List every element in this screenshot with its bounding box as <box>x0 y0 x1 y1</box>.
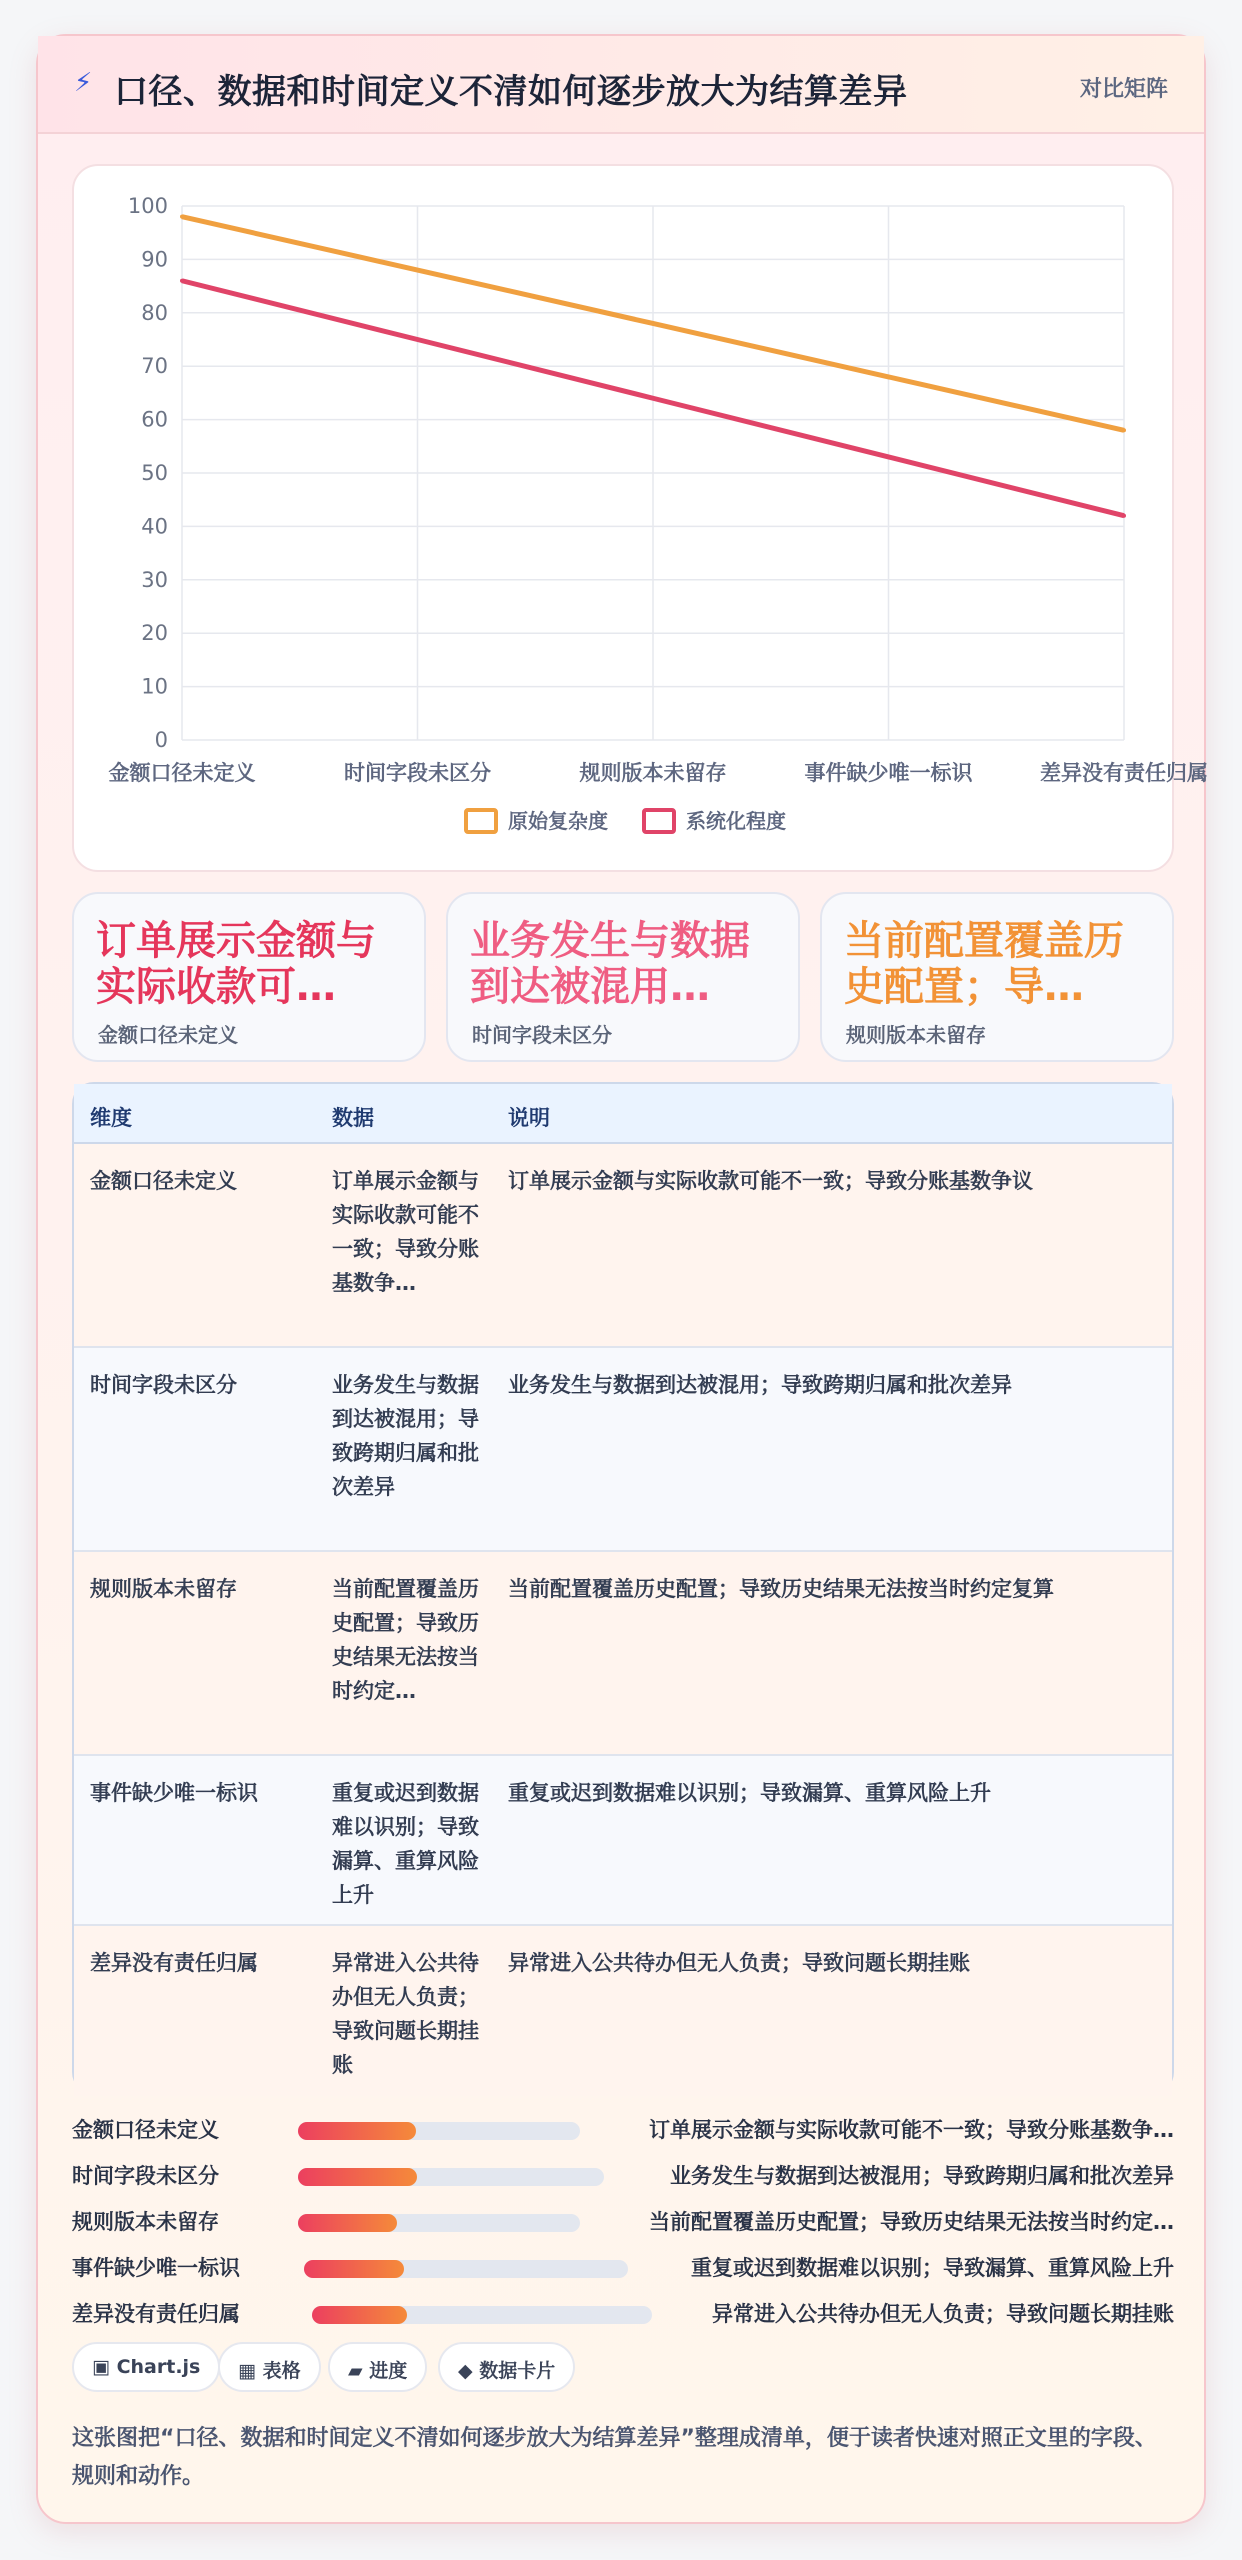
table-row <box>74 1144 1172 1348</box>
table-row <box>74 1926 1172 2096</box>
cell-dimension: 事件缺少唯一标识 <box>90 1781 258 1805</box>
progress-text: 订单展示金额与实际收款可能不一致；导致分账基数争… <box>649 2118 1174 2142</box>
chip-progress[interactable] <box>328 2342 427 2392</box>
data-table <box>72 1082 1174 2094</box>
progress-text: 重复或迟到数据难以识别；导致漏算、重算风险上升 <box>691 2256 1174 2280</box>
data-point <box>416 338 420 342</box>
cell-data: 异常进入公共待办但无人负责；导致问题长期挂账 <box>332 1951 479 2077</box>
cell-description: 异常进入公共待办但无人负责；导致问题长期挂账 <box>508 1951 970 1975</box>
progress-fill <box>298 2168 417 2186</box>
chip-label: 数据卡片 <box>479 2360 556 2382</box>
progress-fill <box>304 2260 404 2278</box>
x-tick-label: 差异没有责任归属 <box>1040 761 1208 785</box>
column-header-description: 说明 <box>508 1106 550 1130</box>
chip-label: 进度 <box>369 2360 408 2382</box>
progress-label: 差异没有责任归属 <box>72 2302 240 2326</box>
diamond-icon: ◆ <box>458 2360 480 2382</box>
data-point <box>651 321 655 325</box>
cell-description: 业务发生与数据到达被混用；导致跨期归属和批次差异 <box>508 1373 1012 1397</box>
kpi-value: 当前配置覆盖历史配置；导… <box>844 918 1124 1010</box>
x-tick-label: 金额口径未定义 <box>108 761 256 785</box>
progress-text: 异常进入公共待办但无人负责；导致问题长期挂账 <box>712 2302 1174 2326</box>
cell-dimension: 时间字段未区分 <box>90 1373 237 1397</box>
table-row <box>74 1552 1172 1756</box>
header <box>38 36 1204 134</box>
progress-track <box>298 2168 604 2186</box>
legend-swatch <box>466 810 496 832</box>
bolt-icon: ⚡ <box>74 68 93 98</box>
matrix-link[interactable]: 对比矩阵 <box>1079 77 1168 102</box>
progress-label: 金额口径未定义 <box>72 2118 219 2142</box>
progress-label: 时间字段未区分 <box>72 2164 219 2188</box>
table-icon: ▦ <box>238 2360 263 2382</box>
cell-description: 重复或迟到数据难以识别；导致漏算、重算风险上升 <box>508 1781 991 1805</box>
kpi-label: 规则版本未留存 <box>846 1023 986 1047</box>
progress-track <box>312 2306 652 2324</box>
y-tick-label: 40 <box>141 514 168 539</box>
chip-label: Chart.js <box>116 2356 201 2378</box>
line-chart <box>74 166 1208 874</box>
y-tick-label: 100 <box>127 194 168 218</box>
chip-label: 表格 <box>262 2360 301 2382</box>
data-point <box>887 455 891 459</box>
data-point <box>180 215 184 219</box>
progress-track <box>304 2260 628 2278</box>
main-card <box>36 34 1206 2524</box>
progress-row <box>72 2296 1174 2330</box>
progress-fill <box>298 2214 397 2232</box>
page-title: 口径、数据和时间定义不清如何逐步放大为结算差异 <box>114 72 908 112</box>
data-point <box>180 279 184 283</box>
legend-label: 原始复杂度 <box>508 809 608 833</box>
kpi-card <box>820 892 1174 1062</box>
data-point <box>1122 514 1126 518</box>
legend-swatch <box>644 810 674 832</box>
progress-row <box>72 2250 1174 2284</box>
progress-label: 规则版本未留存 <box>72 2210 219 2234</box>
x-tick-label: 时间字段未区分 <box>344 761 491 785</box>
progress-label: 事件缺少唯一标识 <box>72 2256 240 2280</box>
x-tick-label: 规则版本未留存 <box>579 761 727 785</box>
progress-row <box>72 2158 1174 2192</box>
cell-description: 当前配置覆盖历史配置；导致历史结果无法按当时约定复算 <box>508 1577 1054 1601</box>
progress-track <box>298 2214 580 2232</box>
kpi-label: 时间字段未区分 <box>472 1023 612 1047</box>
cell-description: 订单展示金额与实际收款可能不一致；导致分账基数争议 <box>508 1169 1033 1193</box>
data-point <box>887 375 891 379</box>
kpi-value: 订单展示金额与实际收款可… <box>96 918 376 1010</box>
y-tick-label: 70 <box>141 354 168 379</box>
legend-label: 系统化程度 <box>686 809 786 833</box>
cell-data: 业务发生与数据到达被混用；导致跨期归属和批次差异 <box>332 1373 479 1499</box>
column-header-data: 数据 <box>332 1106 374 1130</box>
y-tick-label: 90 <box>141 247 168 272</box>
chip-chartjs[interactable] <box>72 2342 220 2392</box>
chip-data-card[interactable] <box>438 2342 575 2392</box>
progress-icon: ▰ <box>348 2360 370 2382</box>
chart-icon: ▣ <box>92 2356 117 2378</box>
y-tick-label: 60 <box>141 407 168 432</box>
data-point <box>416 268 420 272</box>
y-tick-label: 30 <box>141 567 168 592</box>
y-tick-label: 10 <box>141 674 168 699</box>
kpi-card <box>446 892 800 1062</box>
progress-text: 业务发生与数据到达被混用；导致跨期归属和批次差异 <box>670 2164 1174 2188</box>
cell-dimension: 规则版本未留存 <box>90 1577 237 1601</box>
table-row <box>74 1348 1172 1552</box>
y-tick-label: 80 <box>141 300 168 325</box>
data-point <box>1122 428 1126 432</box>
y-tick-label: 0 <box>154 728 168 752</box>
kpi-card <box>72 892 426 1062</box>
y-tick-label: 50 <box>141 461 168 485</box>
chip-table[interactable] <box>218 2342 321 2392</box>
progress-track <box>298 2122 580 2140</box>
progress-fill <box>312 2306 407 2324</box>
x-tick-label: 事件缺少唯一标识 <box>804 761 973 785</box>
kpi-row <box>72 892 1174 1062</box>
footnote: 这张图把“口径、数据和时间定义不清如何逐步放大为结算差异”整理成清单，便于读者快速对照正文里的字段、规则和动作。 <box>72 2426 1157 2489</box>
data-point <box>651 396 655 400</box>
kpi-label: 金额口径未定义 <box>98 1023 238 1047</box>
chart-panel <box>72 164 1208 872</box>
progress-text: 当前配置覆盖历史配置；导致历史结果无法按当时约定… <box>649 2210 1174 2234</box>
progress-fill <box>298 2122 416 2140</box>
progress-row <box>72 2204 1174 2238</box>
table-header <box>74 1084 1172 1144</box>
table-row <box>74 1756 1172 1926</box>
column-header-dimension: 维度 <box>90 1106 132 1130</box>
kpi-value: 业务发生与数据到达被混用… <box>470 918 750 1010</box>
cell-dimension: 金额口径未定义 <box>90 1169 237 1193</box>
y-tick-label: 20 <box>141 621 168 646</box>
cell-data: 当前配置覆盖历史配置；导致历史结果无法按当时约定… <box>332 1577 479 1703</box>
cell-data: 订单展示金额与实际收款可能不一致；导致分账基数争… <box>332 1169 479 1295</box>
progress-row <box>72 2112 1174 2146</box>
cell-dimension: 差异没有责任归属 <box>90 1951 258 1975</box>
cell-data: 重复或迟到数据难以识别；导致漏算、重算风险上升 <box>332 1781 479 1907</box>
